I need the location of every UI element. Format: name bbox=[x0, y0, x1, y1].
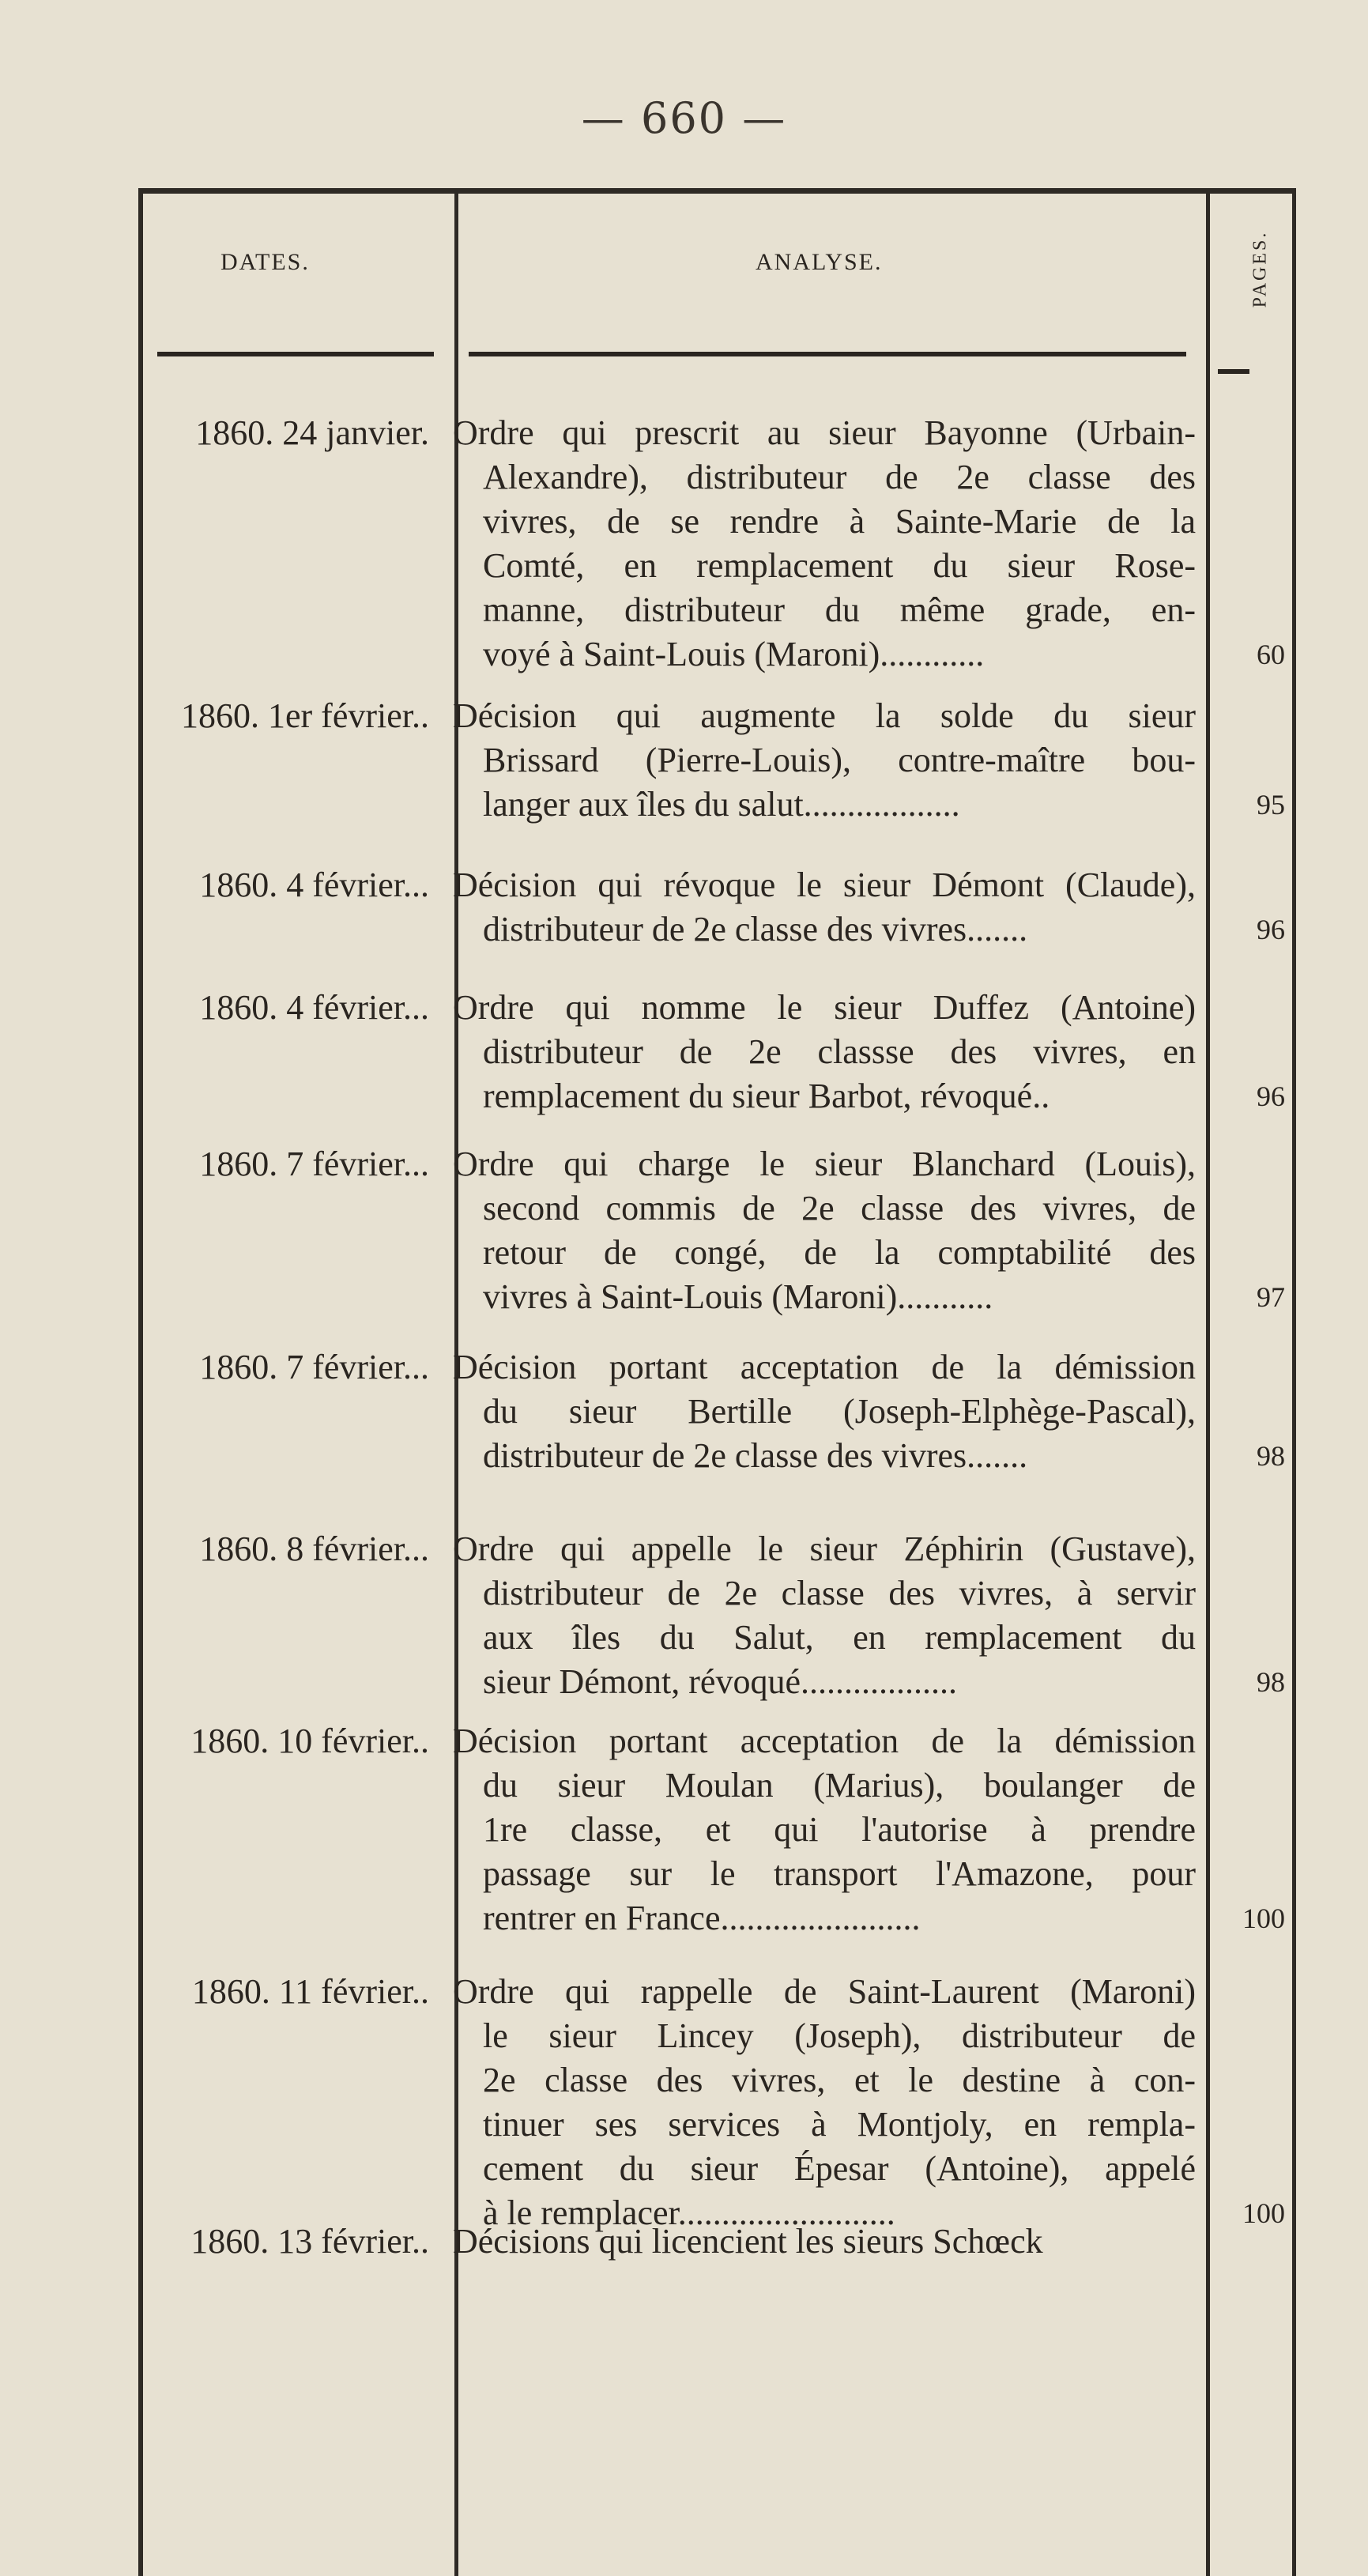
analysis-line: Décision qui révoque le sieur Démont (Claude), bbox=[453, 866, 1196, 904]
entry-page: 98 bbox=[1257, 1440, 1285, 1472]
analysis-line: le sieur Lincey (Joseph), distributeur de bbox=[483, 2016, 1196, 2055]
entry-page: 96 bbox=[1257, 1081, 1285, 1112]
analysis-line: tinuer ses services à Montjoly, en rempla- bbox=[483, 2105, 1196, 2144]
entry-page: 98 bbox=[1257, 1666, 1285, 1698]
analysis-line: sieur Démont, révoqué.................. bbox=[483, 1662, 957, 1701]
analysis-line: Ordre qui nomme le sieur Duffez (Antoine) bbox=[453, 988, 1196, 1027]
entry-page: 100 bbox=[1242, 2197, 1285, 2229]
entry-analysis bbox=[453, 863, 1196, 952]
analysis-line: Brissard (Pierre-Louis), contre-maître bou- bbox=[483, 741, 1196, 779]
analysis-line: Décision portant acceptation de la démission bbox=[453, 1348, 1196, 1386]
analysis-line: Alexandre), distributeur de 2e classe des bbox=[483, 458, 1196, 496]
entry-analysis bbox=[453, 694, 1196, 827]
entry-analysis bbox=[453, 1527, 1196, 1704]
header-rule-pages bbox=[1218, 369, 1249, 374]
analysis-line: second commis de 2e classe des vivres, de bbox=[483, 1189, 1196, 1228]
entry-analysis bbox=[453, 411, 1196, 677]
analysis-line: Ordre qui prescrit au sieur Bayonne (Urbain- bbox=[453, 413, 1196, 452]
column-divider-pages bbox=[1206, 194, 1210, 2576]
entry-analysis bbox=[453, 986, 1196, 1118]
analysis-line: cement du sieur Épesar (Antoine), appelé bbox=[483, 2149, 1196, 2188]
header-rule-dates bbox=[157, 352, 434, 356]
entry-date: 1860. 1er février.. bbox=[181, 696, 429, 735]
analysis-line: manne, distributeur du même grade, en- bbox=[483, 590, 1196, 629]
page-number: — 660 — bbox=[581, 93, 787, 143]
entry-analysis bbox=[453, 1142, 1196, 1319]
analysis-line: retour de congé, de la comptabilité des bbox=[483, 1233, 1196, 1272]
entry-page: 96 bbox=[1257, 914, 1285, 945]
header-dates: DATES. bbox=[220, 249, 310, 275]
analysis-line: Décisions qui licencient les sieurs Schœck bbox=[453, 2222, 1043, 2261]
table-frame bbox=[138, 188, 1296, 2576]
entry-page: 97 bbox=[1257, 1281, 1285, 1313]
entry-date: 1860. 7 février... bbox=[199, 1145, 429, 1183]
analysis-line: remplacement du sieur Barbot, révoqué.. bbox=[483, 1077, 1050, 1115]
analysis-line: Comté, en remplacement du sieur Rose- bbox=[483, 546, 1196, 585]
entry-date: 1860. 13 février.. bbox=[190, 2222, 429, 2261]
entry-date: 1860. 4 février... bbox=[199, 866, 429, 904]
analysis-line: du sieur Moulan (Marius), boulanger de bbox=[483, 1766, 1196, 1805]
analysis-line: à le remplacer......................... bbox=[483, 2193, 895, 2232]
analysis-line: distributeur de 2e classe des vivres....... bbox=[483, 1436, 1028, 1475]
entry-date: 1860. 11 février.. bbox=[191, 1972, 429, 2011]
entry-page: 100 bbox=[1242, 1903, 1285, 1934]
analysis-line: voyé à Saint-Louis (Maroni)............ bbox=[483, 635, 985, 673]
analysis-line: langer aux îles du salut.................. bbox=[483, 785, 960, 824]
analysis-line: distributeur de 2e classe des vivres, à servir bbox=[483, 1574, 1196, 1612]
header-pages-label: PAGES. bbox=[1249, 230, 1271, 307]
entry-page: 95 bbox=[1257, 789, 1285, 820]
analysis-line: aux îles du Salut, en remplacement du bbox=[483, 1618, 1196, 1657]
header-analyse: ANALYSE. bbox=[756, 249, 883, 275]
analysis-line: 2e classe des vivres, et le destine à con- bbox=[483, 2061, 1196, 2099]
analysis-line: distributeur de 2e classse des vivres, en bbox=[483, 1032, 1196, 1071]
entry-date: 1860. 24 janvier. bbox=[195, 413, 429, 452]
analysis-line: vivres à Saint-Louis (Maroni)........... bbox=[483, 1277, 993, 1316]
analysis-line: vivres, de se rendre à Sainte-Marie de la bbox=[483, 502, 1196, 541]
entry-page: 60 bbox=[1257, 639, 1285, 670]
analysis-line: distributeur de 2e classe des vivres....... bbox=[483, 910, 1028, 949]
analysis-line: Ordre qui rappelle de Saint-Laurent (Maroni) bbox=[453, 1972, 1196, 2011]
analysis-line: rentrer en France....................... bbox=[483, 1899, 921, 1937]
analysis-line: Décision qui augmente la solde du sieur bbox=[453, 696, 1196, 735]
entry-date: 1860. 8 février... bbox=[199, 1529, 429, 1568]
entry-analysis bbox=[453, 1345, 1196, 1478]
analysis-line: passage sur le transport l'Amazone, pour bbox=[483, 1854, 1196, 1893]
analysis-line: 1re classe, et qui l'autorise à prendre bbox=[483, 1810, 1196, 1849]
entry-date: 1860. 7 février... bbox=[199, 1348, 429, 1386]
analysis-line: Décision portant acceptation de la démission bbox=[453, 1722, 1196, 1760]
entry-analysis bbox=[453, 2220, 1196, 2264]
header-rule-analyse bbox=[469, 352, 1186, 356]
entry-analysis bbox=[453, 1970, 1196, 2235]
table-header bbox=[143, 194, 1292, 364]
header-pages bbox=[1243, 202, 1278, 336]
entry-analysis bbox=[453, 1719, 1196, 1940]
entry-date: 1860. 4 février... bbox=[199, 988, 429, 1027]
entry-date: 1860. 10 février.. bbox=[190, 1722, 429, 1760]
analysis-line: du sieur Bertille (Joseph-Elphège-Pascal), bbox=[483, 1392, 1196, 1431]
analysis-line: Ordre qui charge le sieur Blanchard (Louis), bbox=[453, 1145, 1196, 1183]
analysis-line: Ordre qui appelle le sieur Zéphirin (Gustave), bbox=[453, 1529, 1196, 1568]
